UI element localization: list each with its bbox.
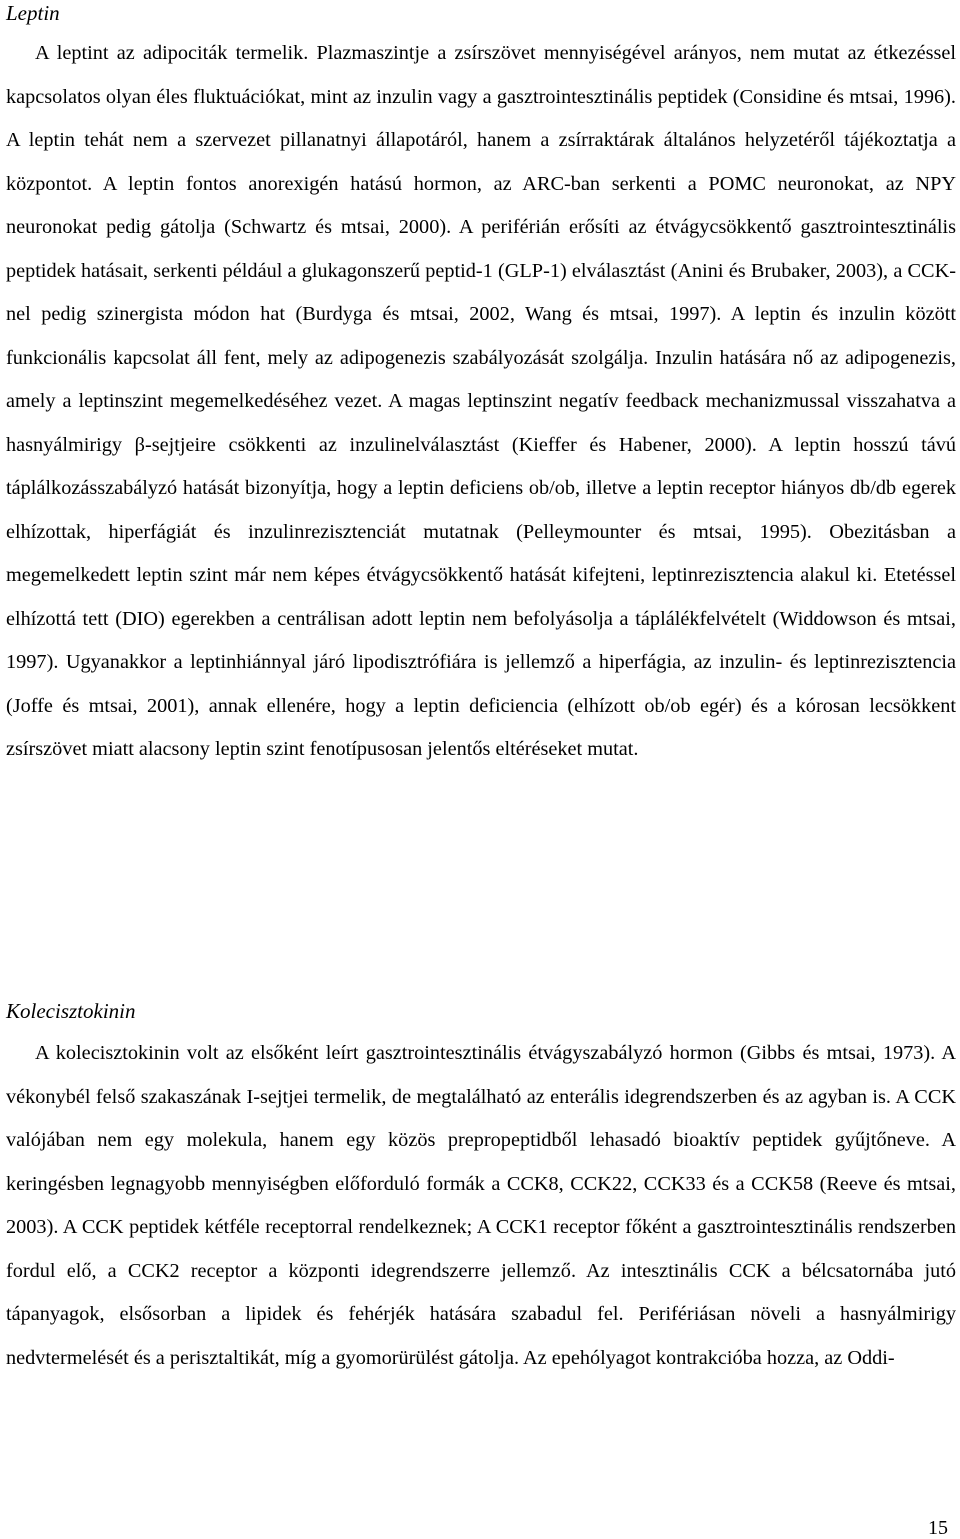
paragraph-kolecisztokinin: A kolecisztokinin volt az elsőként leírt gasztrointesztinális étvágyszabályzó hormon (Gibbs és mtsai, 1973). A vékonybél felső szakaszának I-sejtjei termelik, de megtalálható az enterális idegrendszerben és az agyban is. A CCK valójában nem egy molekula, hanem egy közös prepropeptidből lehasadó bioaktív peptidek gyűjtőneve. A keringésben legnagyobb mennyiségben előforduló formák a CCK8, CCK22, CCK33 és a CCK58 (Reeve és mtsai, 2003). A CCK peptidek kétféle receptorral rendelkeznek; A CCK1 receptor főként a gasztrointesztinális rendszerben fordul elő, a CCK2 receptor a központi idegrendszerre jellemző. Az intesztinális CCK a bélcsatornába jutó tápanyagok, elsősorban a lipidek és fehérjék hatására szabadul fel. Perifériásan növeli a hasnyálmirigy nedvtermelését és a perisztaltikát, míg a gyomorürülést gátolja. Az epehólyagot kontrakcióba hozza, az Oddi-	[6, 1042, 956, 1369]
page-number: 15	[928, 1517, 948, 1539]
section-heading-leptin: Leptin	[6, 1, 60, 25]
section-heading-kolecisztokinin: Kolecisztokinin	[6, 999, 136, 1023]
paragraph-leptin: A leptint az adipociták termelik. Plazmaszintje a zsírszövet mennyiségével arányos, nem mutat az étkezéssel kapcsolatos olyan éles fluktuációkat, mint az inzulin vagy a gasztrointesztinális peptidek (Considine és mtsai, 1996). A leptin tehát nem a szervezet pillanatnyi állapotáról, hanem a zsírraktárak általános helyzetéről tájékoztatja a központot. A leptin fontos anorexigén hatású hormon, az ARC-ban serkenti a POMC neuronokat, az NPY neuronokat pedig gátolja (Schwartz és mtsai, 2000). A periférián erősíti az étvágycsökkentő gasztrointesztinális peptidek hatásait, serkenti például a glukagonszerű peptid-1 (GLP-1) elválasztást (Anini és Brubaker, 2003), a CCK-nel pedig szinergista módon hat (Burdyga és mtsai, 2002, Wang és mtsai, 1997). A leptin és inzulin között funkcionális kapcsolat áll fent, mely az adipogenezis szabályozását szolgálja. Inzulin hatására nő az adipogenezis, amely a leptinszint megemelkedéséhez vezet. A magas leptinszint negatív feedback mechanizmussal visszahatva a hasnyálmirigy β-sejtjeire csökkenti az inzulinelválasztást (Kieffer és Habener, 2000). A leptin hosszú távú táplálkozásszabályzó hatását bizonyítja, hogy a leptin deficiens ob/ob, illetve a leptin receptor hiányos db/db egerek elhízottak, hiperfágiát és inzulinrezisztenciát mutatnak (Pelleymounter és mtsai, 1995). Obezitásban a megemelkedett leptin szint már nem képes étvágycsökkentő hatását kifejteni, leptinrezisztencia alakul ki. Etetéssel elhízottá tett (DIO) egerekben a centrálisan adott leptin nem befolyásolja a táplálékfelvételt (Widdowson és mtsai, 1997). Ugyanakkor a leptinhiánnyal járó lipodisztrófiára is jellemző a hiperfágia, az inzulin- és leptinrezisztencia (Joffe és mtsai, 2001), annak ellenére, hogy a leptin deficiencia (elhízott ob/ob egér) és a kórosan lecsökkent zsírszövet miatt alacsony leptin szint fenotípusosan jelentős eltéréseket mutat.	[6, 42, 956, 760]
